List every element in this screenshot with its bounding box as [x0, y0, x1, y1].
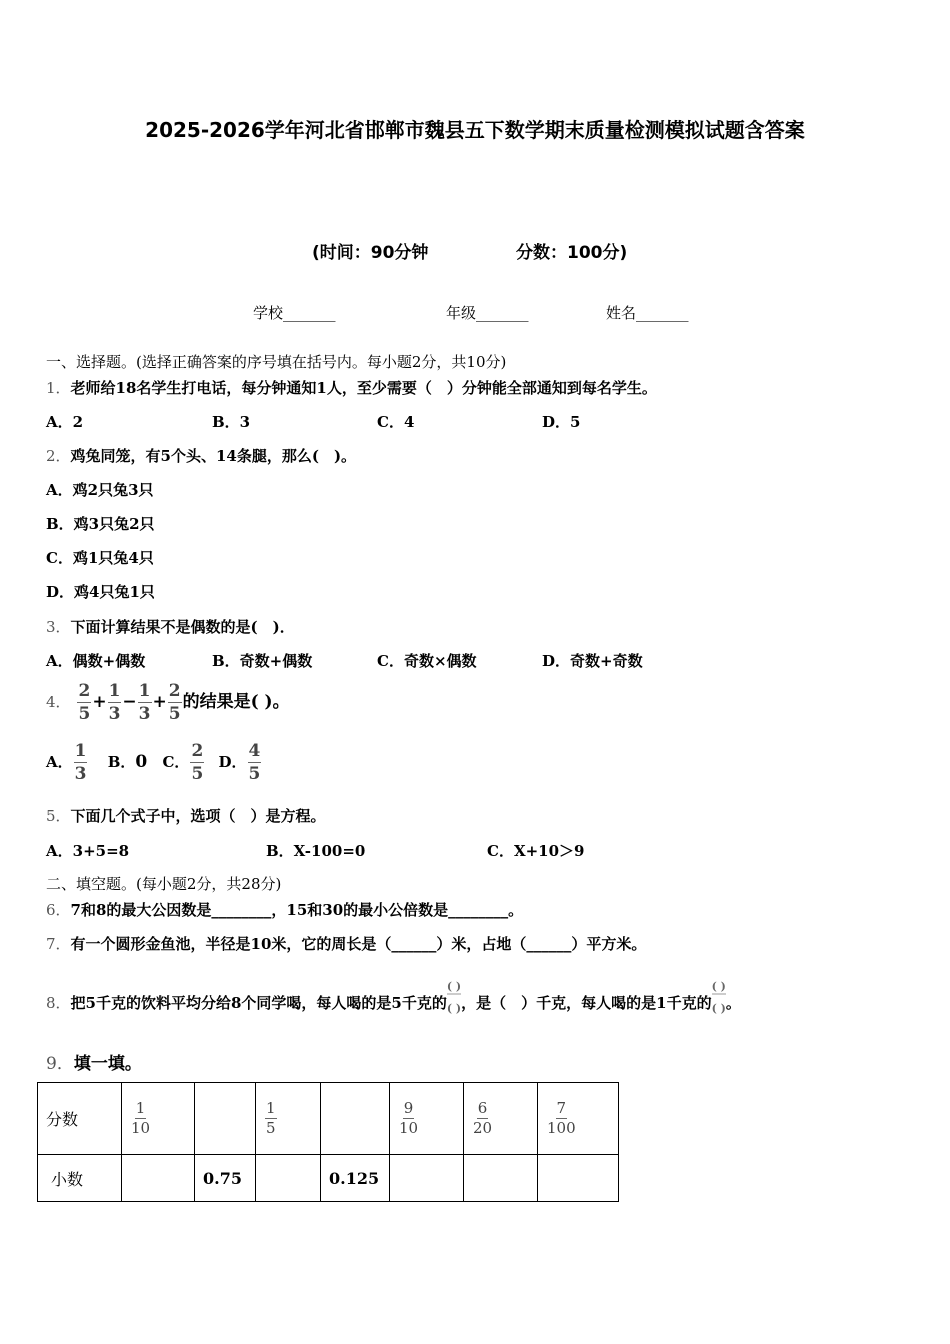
question-4: 4． $\frac{2}{5}$ + $\frac{1}{3}$ − $\frac{1}{3}$ + $\frac{2}{5}$ 的结果是( )。 [46, 681, 290, 724]
table-cell [321, 1083, 390, 1155]
q1-option-d: D．5 [542, 413, 581, 431]
q5-option-b: B．X-100=0 [266, 842, 366, 860]
table-cell: 0.125 [321, 1155, 390, 1202]
question-8: 8．把5千克的饮料平均分给8个同学喝，每人喝的是5千克的 ( ) ( ) ，是（ ）千克，每人喝的是1千克的 ( ) ( ) 。 [46, 992, 741, 1028]
table-row [38, 1083, 619, 1155]
table-cell: $\frac{6}{20}$ [464, 1083, 538, 1155]
table-cell [538, 1155, 619, 1202]
table-cell: 0.75 [195, 1155, 256, 1202]
fraction-blank: ( ) ( ) [711, 980, 726, 1015]
q4-options [46, 740, 262, 785]
q1-option-c: C．4 [377, 413, 415, 431]
question-7: 7．有一个圆形金鱼池，半径是10米，它的周长是（______）米，占地（______）平方米。 [46, 935, 647, 953]
row-label: 小数 [38, 1155, 122, 1202]
q2-option-a: A．鸡2只兔3只 [46, 481, 154, 499]
question-9: 9．填一填。 [46, 1054, 142, 1074]
section-heading-2: 二、填空题。(每小题2分，共28分) [46, 875, 282, 893]
q4-option-a: A． $\frac{1}{3}$ [46, 741, 87, 784]
question-1: 1．老师给18名学生打电话，每分钟通知1人，至少需要（ ）分钟能全部通知到每名学生。 [46, 379, 657, 397]
q5-option-c: C．X+10＞9 [487, 842, 585, 860]
table-cell [256, 1155, 321, 1202]
table-cell: $\frac{1}{10}$ [122, 1083, 195, 1155]
exam-time: (时间：90分钟 [312, 243, 429, 263]
q3-option-b: B．奇数+偶数 [212, 652, 313, 670]
table-cell [390, 1155, 464, 1202]
table-cell [195, 1083, 256, 1155]
fraction-blank: ( ) ( ) [446, 980, 462, 1015]
exam-score: 分数：100分) [516, 243, 628, 263]
fraction: $\frac{2}{5}$ [78, 681, 91, 724]
fill-table [37, 1082, 619, 1202]
q4-option-d: D． $\frac{4}{5}$ [218, 741, 261, 784]
q5-option-a: A．3+5=8 [46, 842, 130, 860]
q4-option-b: B．0 [107, 751, 148, 772]
fraction: $\frac{1}{3}$ [108, 681, 121, 724]
q4-option-c: C． $\frac{2}{5}$ [162, 741, 204, 784]
q3-option-d: D．奇数+奇数 [542, 652, 643, 670]
page-title: 2025-2026学年河北省邯郸市魏县五下数学期末质量检测模拟试题含答案 [145, 118, 805, 142]
section-heading-1: 一、选择题。(选择正确答案的序号填在括号内。每小题2分，共10分) [46, 353, 507, 371]
table-row [38, 1155, 619, 1202]
question-6: 6．7和8的最大公因数是________，15和30的最小公倍数是________。 [46, 901, 524, 919]
question-5: 5．下面几个式子中，选项（ ）是方程。 [46, 807, 326, 825]
row-label: 分数 [38, 1083, 122, 1155]
q1-option-a: A．2 [46, 413, 84, 431]
q2-option-b: B．鸡3只兔2只 [46, 515, 155, 533]
q3-option-a: A．偶数+偶数 [46, 652, 146, 670]
field-name: 姓名_______ [606, 304, 689, 322]
table-cell [464, 1155, 538, 1202]
table-cell [122, 1155, 195, 1202]
question-2: 2．鸡兔同笼，有5个头、14条腿，那么( )。 [46, 447, 357, 465]
q2-option-c: C．鸡1只兔4只 [46, 549, 154, 567]
q3-option-c: C．奇数×偶数 [377, 652, 477, 670]
field-grade: 年级_______ [446, 304, 529, 322]
fraction: $\frac{2}{5}$ [168, 681, 181, 724]
fraction: $\frac{1}{3}$ [138, 681, 151, 724]
table-cell: $\frac{1}{5}$ [256, 1083, 321, 1155]
question-3: 3．下面计算结果不是偶数的是( )． [46, 618, 295, 636]
q1-option-b: B．3 [212, 413, 251, 431]
q2-option-d: D．鸡4只兔1只 [46, 583, 155, 601]
table-cell: $\frac{9}{10}$ [390, 1083, 464, 1155]
table-cell: $\frac{7}{100}$ [538, 1083, 619, 1155]
field-school: 学校_______ [253, 304, 336, 322]
